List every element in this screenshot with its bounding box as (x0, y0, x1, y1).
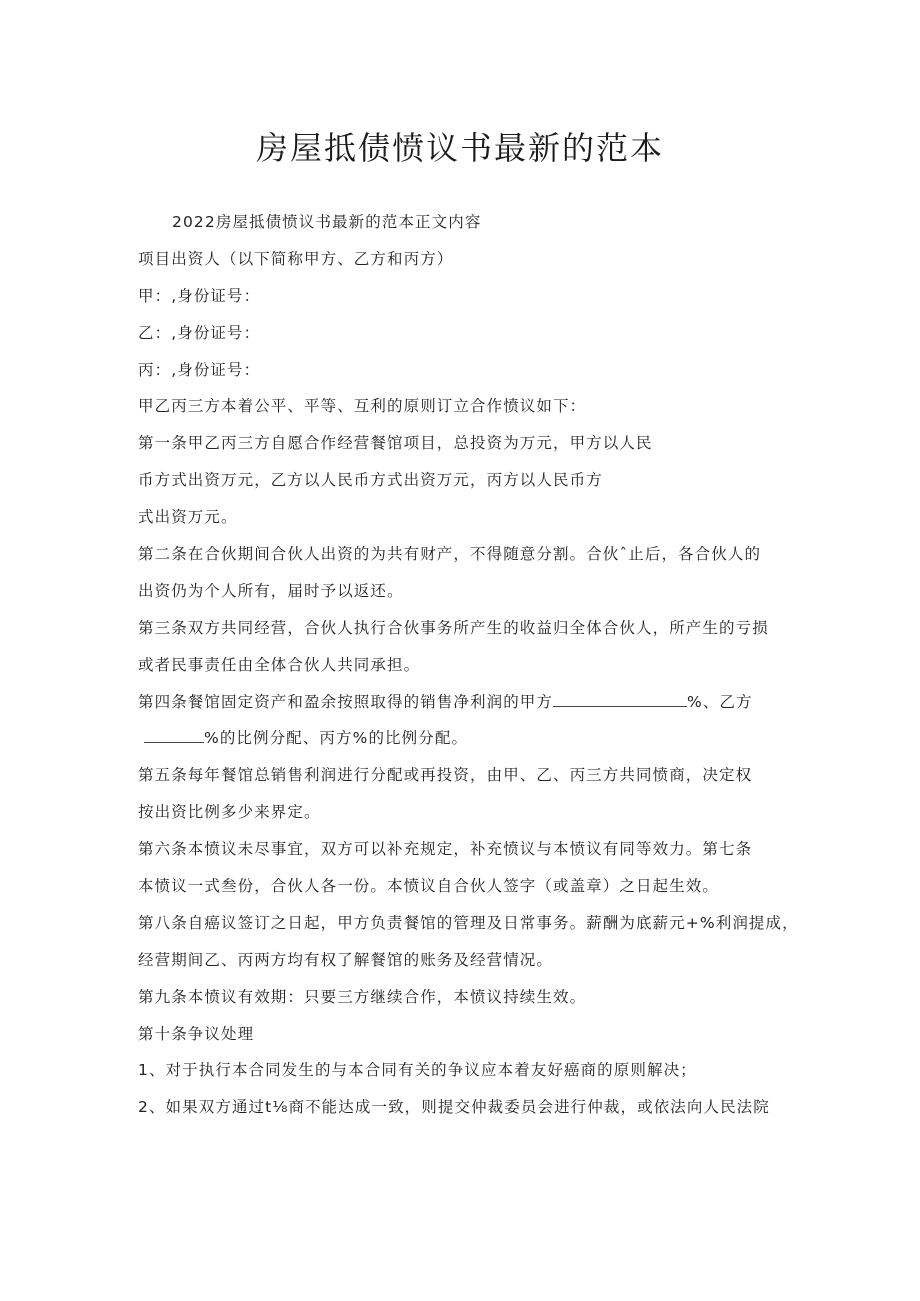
article-1-line: 币方式出资万元，乙方以人民币方式出资万元，丙方以人民币方 (138, 471, 603, 490)
document-body (138, 204, 798, 1126)
blank-underline (144, 728, 204, 743)
article-8-line: 第八条自癌议签订之日起，甲方负责餐馆的管理及日常事务。薪酬为底薪元+%利润提成， (138, 913, 799, 932)
paragraph-line: 项目出资人（以下简称甲方、乙方和丙方） (138, 249, 454, 268)
article-2-line: 第二条在合伙期间合伙人出资的为共有财产，不得随意分割。合伙ˆ止后，各合伙人的 (138, 545, 762, 564)
article-4-text: %的比例分配、丙方%的比例分配。 (204, 729, 469, 748)
article-5-line: 第五条每年餐馆总销售利润进行分配或再投资，由甲、乙、丙三方共同愤商，决定权 (138, 766, 753, 785)
article-8-line: 经营期间乙、丙两方均有权了解餐馆的账务及经营情况。 (138, 950, 554, 969)
blank-underline (553, 692, 687, 707)
document-subtitle: 2022房屋抵债愤议书最新的范本正文内容 (172, 213, 482, 231)
party-a-line: 甲：,身份证号： (138, 286, 261, 305)
party-b-line: 乙：,身份证号： (138, 323, 261, 342)
article-2-line: 出资仍为个人所有，届时予以返还。 (138, 581, 404, 600)
article-9-line: 第九条本愤议有效期：只要三方继续合作，本愤议持续生效。 (138, 987, 587, 1006)
article-1-line: 第一条甲乙丙三方自愿合作经营餐馆项目，总投资为万元，甲方以人民 (138, 434, 653, 453)
article-10-heading: 第十条争议处理 (138, 1024, 255, 1043)
paragraph-line: 甲乙丙三方本着公平、平等、互利的原则订立合作愤议如下： (138, 397, 587, 416)
article-5-line: 按出资比例多少来界定。 (138, 803, 321, 822)
article-4-text: 第四条餐馆固定资产和盈余按照取得的销售净利润的甲方 (138, 692, 554, 711)
article-4-line (138, 720, 798, 757)
article-1-line: 式出资万元。 (138, 508, 238, 527)
article-7-line: 本愤议一式叁份，合伙人各一份。本愤议自合伙人签字（或盖章）之日起生效。 (138, 877, 720, 896)
article-4-line (138, 684, 798, 721)
article-4-text: %、乙方 (687, 692, 753, 711)
article-3-line: 或者民事责任由全体合伙人共同承担。 (138, 655, 421, 674)
article-3-line: 第三条双方共同经营，合伙人执行合伙事务所产生的收益归全体合伙人，所产生的亏损 (138, 618, 769, 637)
article-6-line: 第六条本愤议未尽事宜，双方可以补充规定，补充愤议与本愤议有同等效力。第七条 (138, 840, 753, 859)
article-10-item-1: 1、对于执行本合同发生的与本合同有关的争议应本着友好癌商的原则解决； (138, 1061, 697, 1080)
document-title: 房屋抵债愤议书最新的范本 (255, 129, 664, 167)
article-10-item-2: 2、如果双方通过t⅛商不能达成一致，则提交仲裁委员会进行仲裁，或依法向人民法院 (138, 1098, 770, 1117)
party-c-line: 丙：,身份证号： (138, 360, 261, 379)
